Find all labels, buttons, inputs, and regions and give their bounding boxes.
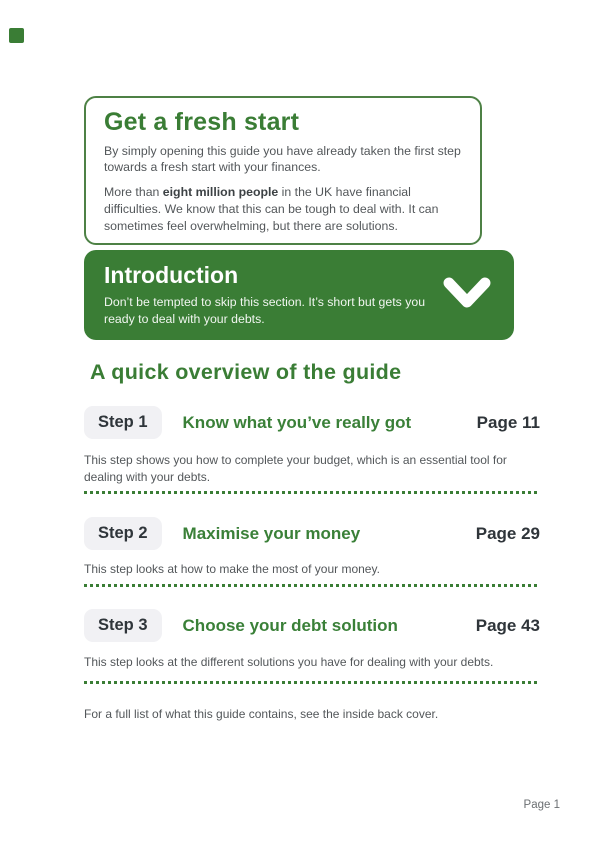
fresh-start-para2 [104, 184, 462, 234]
step-description: This step looks at how to make the most of your money. [84, 562, 380, 576]
page-number-footer: Page 1 [523, 799, 560, 811]
corner-accent-square [9, 28, 24, 43]
introduction-body: Don’t be tempted to skip this section. It’s short but gets you ready to deal with your debts. [104, 295, 426, 327]
step-row-1[interactable] [84, 406, 540, 439]
fresh-start-para2-bold: eight million people [162, 185, 279, 200]
guide-footnote: For a full list of what this guide contains, see the inside back cover. [84, 707, 439, 721]
introduction-title: Introduction [104, 262, 239, 288]
fresh-start-title: Get a fresh start [104, 108, 300, 136]
step-badge: Step 3 [84, 609, 162, 642]
fresh-start-para1: By simply opening this guide you have already taken the first step towards a fresh start with your finances. [104, 143, 461, 175]
dotted-divider [84, 491, 540, 494]
fresh-start-box [84, 96, 482, 245]
step-page-label: Page 29 [475, 523, 540, 543]
step-badge: Step 2 [84, 517, 162, 550]
step-row-3[interactable] [84, 609, 540, 642]
dotted-divider [84, 584, 540, 587]
introduction-banner[interactable] [84, 250, 514, 340]
step-title: Maximise your money [182, 523, 361, 543]
step-row-2[interactable] [84, 517, 540, 550]
step-badge: Step 1 [84, 406, 162, 439]
step-title: Choose your debt solution [182, 615, 398, 635]
step-page-label: Page 43 [475, 615, 540, 635]
overview-heading: A quick overview of the guide [90, 360, 402, 384]
chevron-down-icon[interactable] [442, 276, 492, 310]
dotted-divider [84, 681, 540, 684]
step-description: This step looks at the different solutions you have for dealing with your debts. [84, 655, 494, 669]
fresh-start-para2-prefix: More than [104, 185, 163, 200]
step-description: This step shows you how to complete your budget, which is an essential tool for dealing with your debts. [84, 453, 507, 484]
step-page-label: Page 11 [476, 412, 540, 432]
step-title: Know what you’ve really got [182, 412, 412, 432]
fresh-start-para2-suffix: in the UK have financial difficulties. We know that this can be tough to deal with. It can sometimes feel overwhelming, but there are solutions. [104, 185, 439, 233]
